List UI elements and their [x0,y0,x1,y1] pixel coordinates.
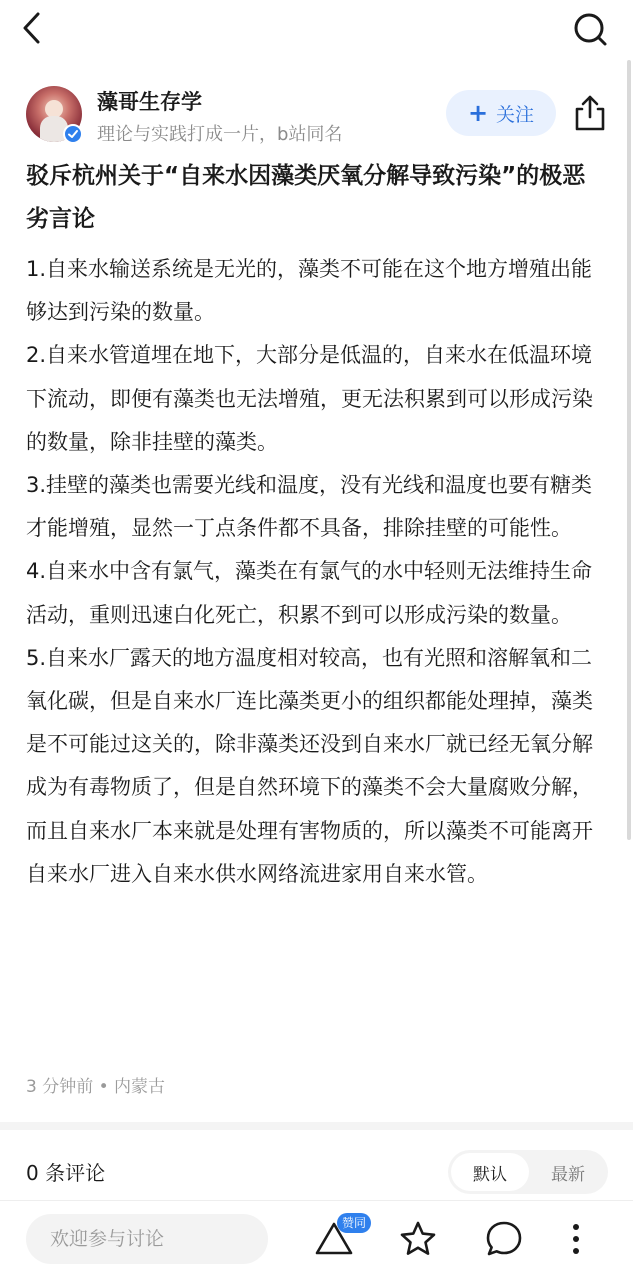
star-icon [398,1219,438,1259]
bottom-action-bar [0,1200,633,1280]
sort-latest-button[interactable]: 最新 [551,1164,585,1185]
post-body [26,248,608,896]
share-icon[interactable] [571,93,609,133]
verified-badge-icon [63,124,83,144]
plus-icon: + [467,99,489,127]
scrollbar[interactable] [627,60,631,840]
back-arrow-icon[interactable] [16,10,48,46]
search-icon[interactable] [570,9,610,49]
author-row [0,80,633,150]
follow-label: 关注 [496,103,535,126]
comment-button[interactable] [484,1219,524,1259]
post-paragraph: 4.自来水中含有氯气，藻类在有氯气的水中轻则无法维持生命活动，重则迅速白化死亡，积累不到可以形成污染的数量。 [26,559,593,627]
author-name[interactable]: 藻哥生存学 [97,90,202,114]
post-title: 驳斥杭州关于“自来水因藻类厌氧分解导致污染”的极恶劣言论 [26,163,586,232]
post-paragraph: 2.自来水管道埋在地下，大部分是低温的，自来水在低温环境下流动，即便有藻类也无法增殖，更无法积累到可以形成污染的数量，除非挂壁的藻类。 [26,343,593,454]
follow-button[interactable] [446,90,556,136]
favorite-button[interactable] [398,1219,438,1259]
post-paragraph: 1.自来水输送系统是无光的，藻类不可能在这个地方增殖出能够达到污染的数量。 [26,257,593,325]
top-navigation-bar [0,0,633,66]
author-bio: 理论与实践打成一片，b站同名 [97,124,343,145]
comment-bubble-icon [484,1219,524,1259]
more-icon[interactable] [565,1219,587,1259]
post-paragraph: 3.挂壁的藻类也需要光线和温度，没有光线和温度也要有糖类才能增殖，显然一丁点条件都不具备，排除挂壁的可能性。 [26,473,593,541]
section-divider [0,1122,633,1130]
post-meta: 3 分钟前 • 内蒙古 [26,1077,166,1097]
agree-badge: 赞同 [337,1213,371,1233]
post-paragraph: 5.自来水厂露天的地方温度相对较高，也有光照和溶解氧和二氧化碳，但是自来水厂连比藻类更小的组织都能处理掉，藻类是不可能过这关的，除非藻类还没到自来水厂就已经无氧分解成为有毒物质了，但是自然环境下的藻类不会大量腐败分解，而且自来水厂本来就是处理有害物质的，所以藻类不可能离开自来水厂进入自来水供水网络流进家用自来水管。 [26,645,593,886]
sort-default-button[interactable]: 默认 [451,1153,529,1191]
comment-input[interactable] [26,1214,268,1264]
comment-sort-toggle [448,1150,608,1194]
comments-count: 0 条评论 [26,1161,106,1185]
